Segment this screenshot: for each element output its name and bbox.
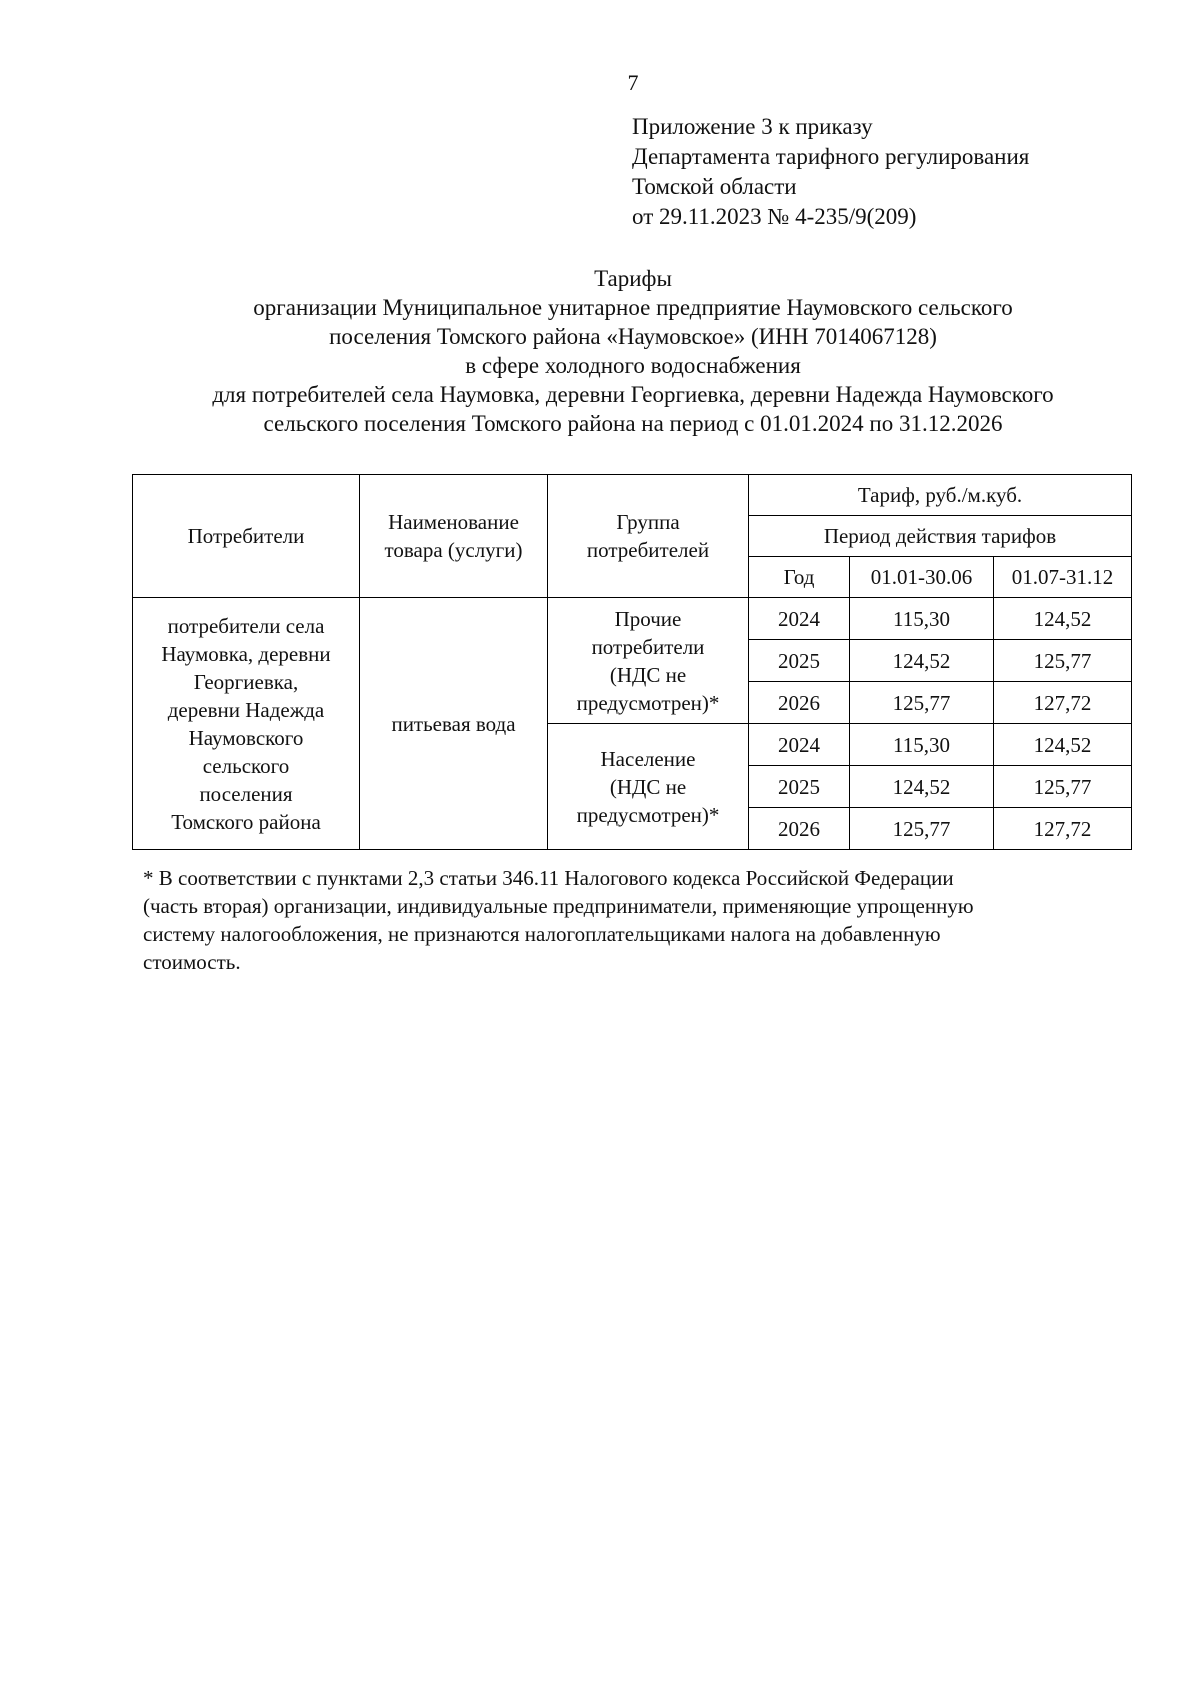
year-cell: 2024 [749,598,850,640]
group-line: (НДС не [609,662,687,687]
footnote-line: (часть вторая) организации, индивидуальные предприниматели, применяющие упрощенную [143,894,974,918]
header-half1: 01.01-30.06 [850,557,994,598]
footnote-line: * В соответствии с пунктами 2,3 статьи 346.11 Налогового кодекса Российской Федерации [143,866,954,890]
header-product-line: товара (услуги) [384,538,523,562]
group-line: Население [600,746,696,771]
consumers-line: сельского [202,753,290,778]
consumers-line: потребители села [167,613,325,638]
header-row [133,475,1132,516]
header-half2: 01.07-31.12 [994,557,1132,598]
appendix-reference [632,112,1029,232]
tariff-h2-cell: 127,72 [994,808,1132,850]
title-line: организации Муниципальное унитарное предприятие Наумовского сельского [253,295,1013,320]
consumers-line: Наумовка, деревни [161,641,331,666]
tariff-h2-cell: 124,52 [994,598,1132,640]
header-group-line: Группа [616,510,680,534]
group-line: (НДС не [609,774,687,799]
tariff-h1-cell: 125,77 [850,808,994,850]
group-line: Прочие [614,606,682,631]
group-cell-population [548,724,749,850]
consumers-line: Томского района [171,809,321,834]
document-title [0,264,1200,438]
tariff-h1-cell: 124,52 [850,640,994,682]
year-cell: 2025 [749,640,850,682]
consumers-line: деревни Надежда [167,697,325,722]
tariff-h2-cell: 125,77 [994,766,1132,808]
footnote [143,864,1128,976]
title-line: поселения Томского района «Наумовское» (ИНН 7014067128) [329,324,937,349]
header-group [548,475,749,598]
title-line: сельского поселения Томского района на период с 01.01.2024 по 31.12.2026 [263,411,1003,436]
title-line: для потребителей села Наумовка, деревни Георгиевка, деревни Надежда Наумовского [212,382,1054,407]
appendix-line: от 29.11.2023 № 4-235/9(209) [632,204,917,229]
tariff-h1-cell: 115,30 [850,724,994,766]
title-line: Тарифы [594,266,672,291]
year-cell: 2025 [749,766,850,808]
header-product [360,475,548,598]
tariff-h1-cell: 124,52 [850,766,994,808]
group-line: предусмотрен)* [576,802,720,827]
title-line: в сфере холодного водоснабжения [465,353,801,378]
consumers-line: Георгиевка, [193,669,299,694]
footnote-line: систему налогообложения, не признаются налогоплательщиками налога на добавленную [143,922,941,946]
tariff-table [132,474,1132,850]
page-number: 7 [627,70,639,95]
year-cell: 2026 [749,808,850,850]
tariff-h1-cell: 125,77 [850,682,994,724]
header-group-line: потребителей [586,538,710,562]
header-tariff: Тариф, руб./м.куб. [749,475,1132,516]
consumers-line: поселения [199,781,293,806]
appendix-line: Приложение 3 к приказу [632,114,873,139]
consumers-cell [133,598,360,850]
group-line: потребители [591,634,705,659]
product-cell: питьевая вода [360,598,548,850]
header-year: Год [749,557,850,598]
tariff-h2-cell: 125,77 [994,640,1132,682]
appendix-line: Томской области [632,174,797,199]
table-row [133,598,1132,640]
tariff-h1-cell: 115,30 [850,598,994,640]
appendix-line: Департамента тарифного регулирования [632,144,1030,169]
footnote-line: стоимость. [143,950,241,974]
header-consumers: Потребители [133,475,360,598]
consumers-line: Наумовского [188,725,304,750]
group-line: предусмотрен)* [576,690,720,715]
year-cell: 2024 [749,724,850,766]
tariff-h2-cell: 124,52 [994,724,1132,766]
header-product-line: Наименование [388,510,519,534]
group-cell-other [548,598,749,724]
tariff-h2-cell: 127,72 [994,682,1132,724]
header-period: Период действия тарифов [749,516,1132,557]
year-cell: 2026 [749,682,850,724]
